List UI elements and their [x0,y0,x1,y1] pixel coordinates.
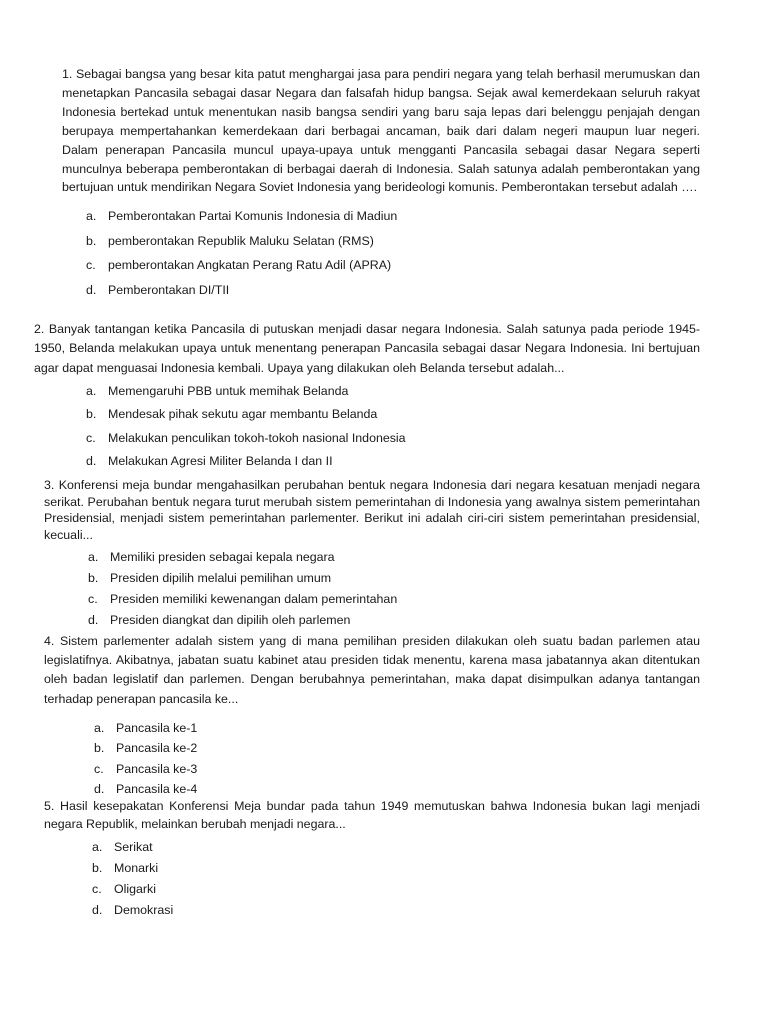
option-5d [92,900,700,921]
option-label: b. [86,233,97,248]
question-3-options [88,547,700,631]
option-label: c. [94,761,104,776]
option-label: a. [92,840,103,854]
option-label: a. [88,550,99,565]
question-4 [44,632,700,800]
option-5c [92,879,700,900]
option-3c [88,589,700,610]
option-1c [86,253,700,277]
option-5a [92,837,700,858]
option-label: a. [86,209,97,224]
option-text: Presiden diangkat dan dipilih oleh parlemen [110,613,351,628]
option-2d [86,450,700,473]
option-text: Memiliki presiden sebagai kepala negara [110,550,335,565]
option-text: Pemberontakan DI/TII [108,282,230,297]
question-3-stem: 3. Konferensi meja bundar mengahasilkan perubahan bentuk negara Indonesia dari negara kesatuan menjadi negara serikat. Perubahan bentuk negara turut merubah sistem pemerintahan di Indonesia yang awalnya sistem pemerintahan Presidensial, menjadi sistem pemerintahan parlementer. Berikut ini adalah ciri-ciri sistem pemerintahan presidensial, kecuali... [44,478,700,542]
option-4a [94,718,700,739]
question-2-stem: 2. Banyak tantangan ketika Pancasila di putuskan menjadi dasar negara Indonesia. Salah satunya pada periode 1945-1950, Belanda melakukan upaya untuk menentang penerapan Pancasila sebagai dasar Negara Indonesia. Ini bertujuan agar dapat menguasai Indonesia kembali. Upaya yang dilakukan oleh Belanda tersebut adalah... [34,322,700,375]
option-text: pemberontakan Republik Maluku Selatan (RMS) [108,233,374,248]
option-4b [94,738,700,759]
option-label: d. [94,782,105,797]
option-label: c. [86,430,96,445]
question-1 [62,65,700,302]
question-4-stem: 4. Sistem parlementer adalah sistem yang di mana pemilihan presiden dilakukan oleh suatu badan parlemen atau legislatifnya. Akibatnya, jabatan suatu kabinet atau presiden tidak menentu, karena masa jabatannya akan ditentukan oleh badan legislatif dan parlemen. Dengan berubahnya pemerintahan, maka dapat disimpulkan adanya tantangan terhadap penerapan pancasila ke... [44,634,700,706]
option-4d [94,779,700,800]
option-text: Monarki [114,861,159,875]
option-3b [88,568,700,589]
option-text: Demokrasi [114,903,174,917]
option-2b [86,403,700,426]
option-2a [86,380,700,403]
option-label: d. [88,613,99,628]
option-label: c. [88,592,98,607]
question-5 [44,798,700,921]
question-5-options [92,837,700,921]
question-2-options [86,380,700,474]
option-1b [86,229,700,253]
option-label: d. [86,282,97,297]
option-label: a. [94,720,105,735]
option-label: d. [92,903,103,917]
option-label: c. [86,258,96,273]
option-text: Pemberontakan Partai Komunis Indonesia di Madiun [108,209,398,224]
option-1d [86,278,700,302]
option-2c [86,427,700,450]
option-label: d. [86,454,97,469]
option-text: Oligarki [114,882,156,896]
question-2 [34,320,700,473]
option-text: Pancasila ke-2 [116,741,198,756]
option-text: Memengaruhi PBB untuk memihak Belanda [108,383,349,398]
option-text: Melakukan penculikan tokoh-tokoh nasional Indonesia [108,430,406,445]
question-1-stem: 1. Sebagai bangsa yang besar kita patut menghargai jasa para pendiri negara yang telah berhasil merumuskan dan menetapkan Pancasila sebagai dasar Negara dan falsafah hidup bangsa. Sejak awal kemerdekaan seluruh rakyat Indonesia bertekad untuk menentukan nasib bangsa sendiri yang baru saja lepas dari belenggu penjajah dengan berupaya mempertahankan kemerdekaan dari berbagai ancaman, baik dari dalam negeri maupun luar negeri. Dalam penerapan Pancasila muncul upaya-upaya untuk mengganti Pancasila sebagai dasar Negara seperti munculnya beberapa pemberontakan di berbagai daerah di Indonesia. Salah satunya adalah pemberontakan yang bertujuan untuk mendirikan Negara Soviet Indonesia yang berideologi komunis. Pemberontakan tersebut adalah …. [62,67,700,195]
question-3 [44,477,700,631]
option-text: Serikat [114,840,153,854]
option-text: Pancasila ke-1 [116,720,198,735]
option-3d [88,610,700,631]
option-text: Pancasila ke-4 [116,782,198,797]
option-text: pemberontakan Angkatan Perang Ratu Adil (APRA) [108,258,392,273]
option-text: Pancasila ke-3 [116,761,198,776]
option-text: Mendesak pihak sekutu agar membantu Belanda [108,407,378,422]
option-4c [94,759,700,780]
question-4-options [94,718,700,800]
option-text: Melakukan Agresi Militer Belanda I dan II [108,454,333,469]
option-label: b. [92,861,103,875]
option-1a [86,204,700,228]
question-5-stem: 5. Hasil kesepakatan Konferensi Meja bundar pada tahun 1949 memutuskan bahwa Indonesia bukan lagi menjadi negara Republik, melainkan berubah menjadi negara... [44,799,700,831]
option-text: Presiden memiliki kewenangan dalam pemerintahan [110,592,398,607]
option-5b [92,858,700,879]
option-label: c. [92,882,102,896]
option-3a [88,547,700,568]
option-label: b. [86,407,97,422]
option-label: b. [94,741,105,756]
option-label: a. [86,383,97,398]
option-text: Presiden dipilih melalui pemilihan umum [110,571,332,586]
option-label: b. [88,571,99,586]
question-1-options [86,204,700,302]
